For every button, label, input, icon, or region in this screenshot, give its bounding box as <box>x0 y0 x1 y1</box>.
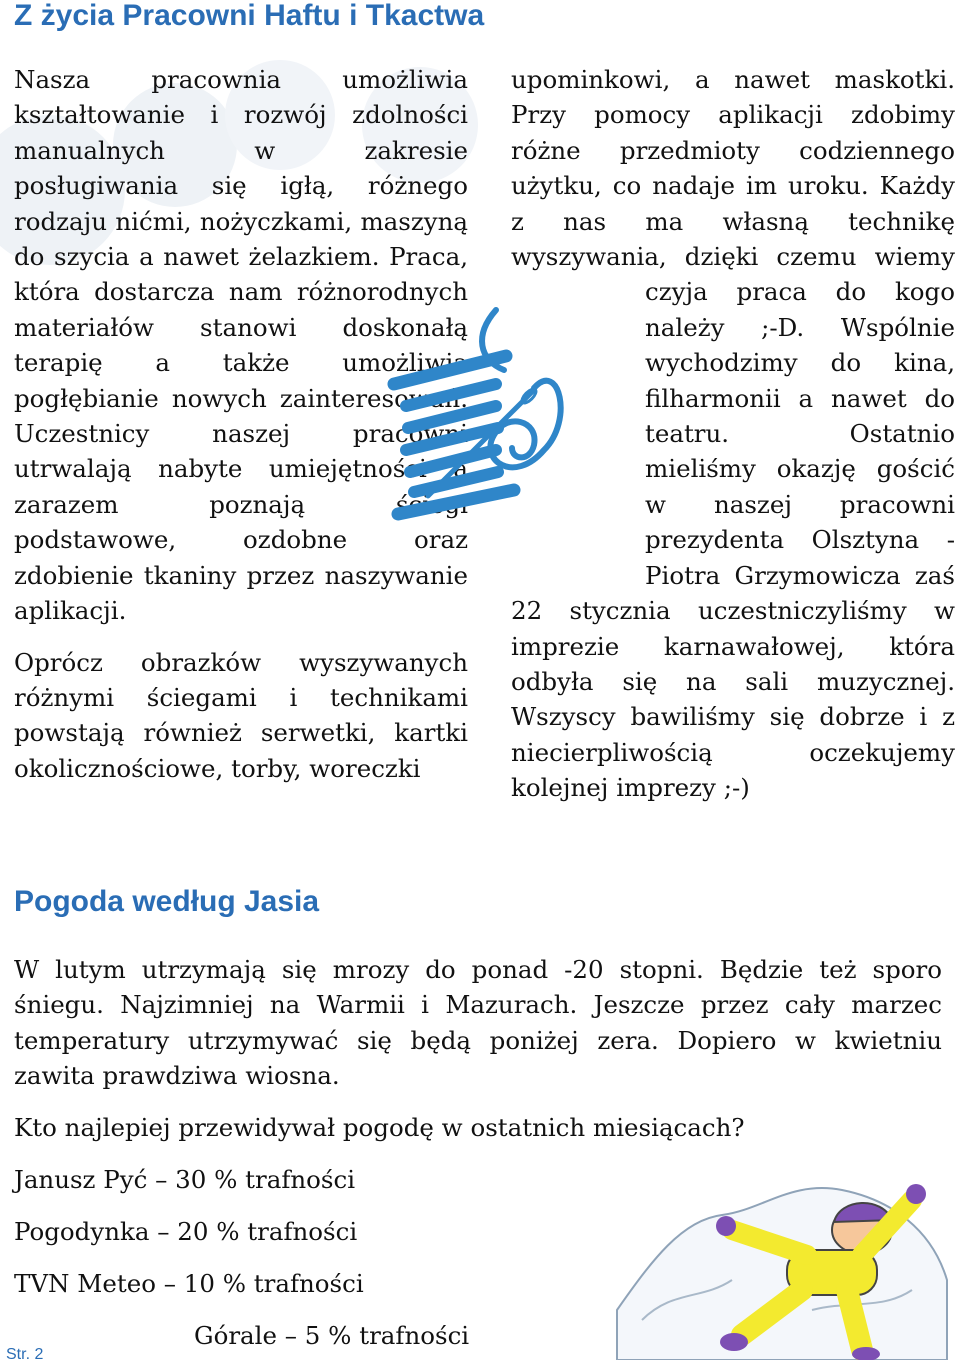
text-run: czyja praca do kogo należy ;-D. Wspólnie wychodzimy do kina, filharmonii a nawet do teatru. Ostatnio mieliśmy okazję gościć w naszej pracowni prezydenta Olsztyna - Piotra Grzymowicza zaś 22 stycznia uczestniczyliśmy w imprezie karnawałowej, która odbyła się na sali muzycznej. Wszyscy bawiliśmy się dobrze i z niecierpliwością oczekujemy kolejnej imprezy ;-) <box>511 277 955 803</box>
article-paragraph-2-start: Oprócz obrazków wyszywanych różnymi ściegami i technikami powstają również serwetki, kartki okolicznościowe, torby, woreczki <box>14 647 468 783</box>
page-number: Str. 2 <box>6 1346 44 1363</box>
article-paragraph-2-continued <box>511 62 955 806</box>
forecast-item: Górale – 5 % trafności <box>194 1321 470 1350</box>
section-title-weather: Pogoda według Jasia <box>14 885 320 918</box>
forecast-item: Janusz Pyć – 30 % trafności <box>14 1165 356 1194</box>
thread-spool-needle-icon <box>384 300 574 560</box>
article-column-right <box>511 62 955 806</box>
weather-question: Kto najlepiej przewidywał pogodę w ostatnich miesiącach? <box>14 1113 745 1142</box>
forecast-item: TVN Meteo – 10 % trafności <box>14 1269 364 1298</box>
forecast-item: Pogodynka – 20 % trafności <box>14 1217 358 1246</box>
weather-paragraph: W lutym utrzymają się mrozy do ponad -20 stopni. Będzie też sporo śniegu. Najzimniej na Warmii i Mazurach. Jeszcze przez cały marzec temperatury utrzymywać się będą poniżej zera. Dopiero w kwietniu zawita prawdziwa wiosna. <box>14 955 942 1091</box>
section-title-weaving: Z życia Pracowni Haftu i Tkactwa <box>14 0 485 32</box>
snow-angel-child-icon <box>612 1160 952 1360</box>
text-run: upominkowi, a nawet maskotki. Przy pomocy aplikacji zdobimy różne przedmioty codziennego użytku, co nadaje im uroku. Każdy z nas ma własną technikę wyszywania, dzięki czemu wiemy <box>511 65 955 272</box>
article-paragraph-1: Nasza pracownia umożliwia kształtowanie i rozwój zdolności manualnych w zakresie posługiwania się igłą, różnego rodzaju nićmi, nożyczkami, maszyną do szycia a nawet żelazkiem. Praca, która dostarcza nam różnorodnych materiałów stanowi doskonałą terapię a także umożliwia pogłębianie nowych zainteresowań. Uczestnicy naszej pracowni utrwalają nabyte umiejętności a zarazem poznają ściegi podstawowe, ozdobne oraz zdobienie tkaniny przez naszywanie aplikacji. <box>14 65 468 626</box>
